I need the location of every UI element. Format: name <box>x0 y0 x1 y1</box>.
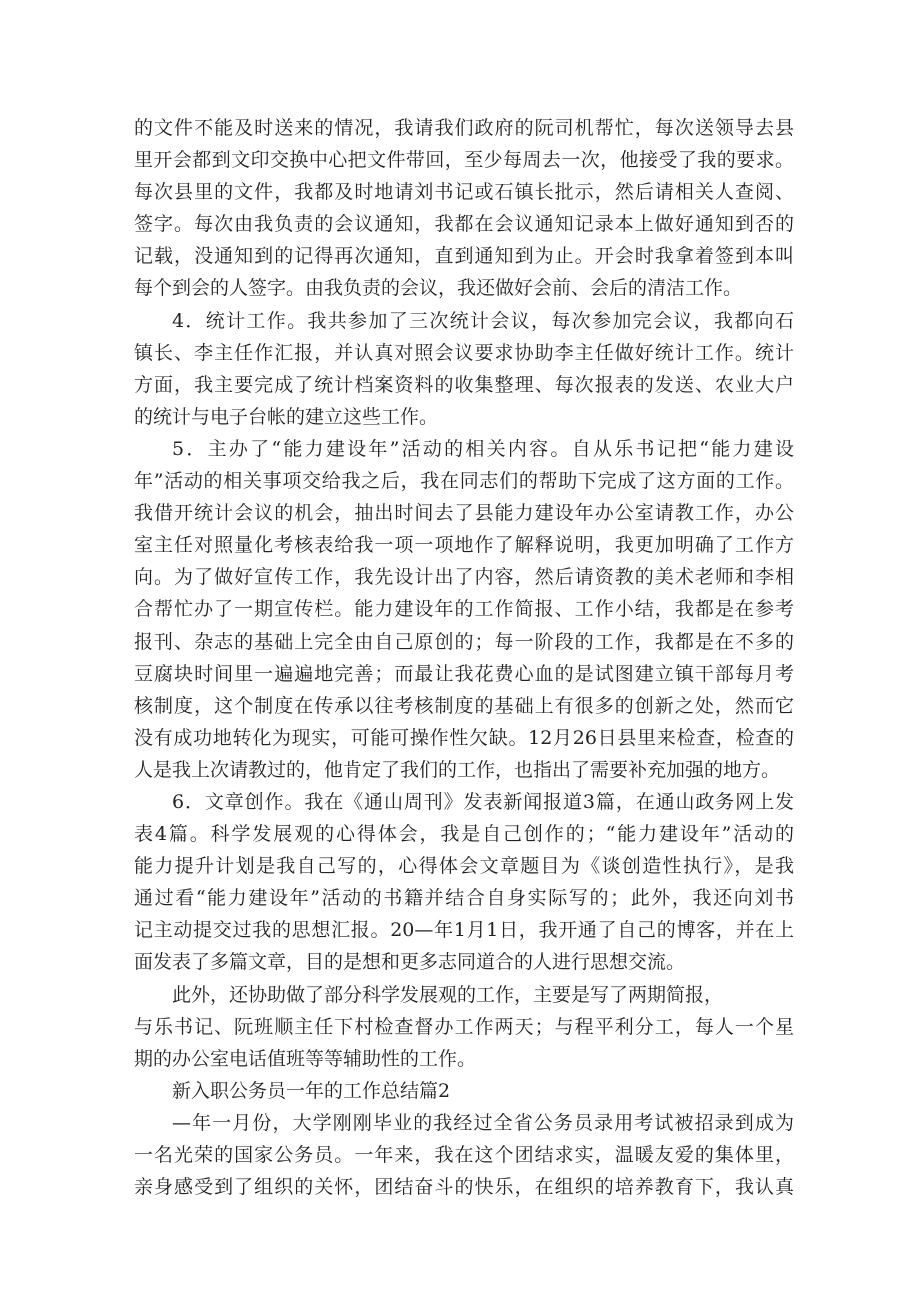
text-line: 人是我上次请教过的，他肯定了我们的工作，也指出了需要补充加强的地方。 <box>134 758 781 781</box>
text-line: 期的办公室电话值班等等辅助性的工作。 <box>134 1047 477 1070</box>
text-line: 室主任对照量化考核表给我一项一项地作了解释说明，我更加明确了工作方 <box>134 534 794 557</box>
document-body <box>134 112 794 1203</box>
text-line: 的统计与电子台帐的建立这些工作。 <box>134 405 439 428</box>
text-line: 向。为了做好宣传工作，我先设计出了内容，然后请资教的美术老师和李相 <box>134 566 794 589</box>
section-heading: 新入职公务员一年的工作总结篇2 <box>172 1079 451 1102</box>
text-line: 记载，没通知到的记得再次通知，直到通知到为止。开会时我拿着签到本叫 <box>134 245 794 268</box>
text-line: 年”活动的相关事项交给我之后，我在同志们的帮助下完成了这方面的工作。 <box>134 470 794 493</box>
text-line: 豆腐块时间里一遍遍地完善；而最让我花费心血的是试图建立镇干部每月考 <box>134 662 794 685</box>
text-line: 通过看“能力建设年”活动的书籍并结合自身实际写的；此外，我还向刘书 <box>134 887 794 910</box>
text-line: 记主动提交过我的思想汇报。20—年1月1日，我开通了自己的博客，并在上 <box>134 919 794 942</box>
text-line: 方面，我主要完成了统计档案资料的收集整理、每次报表的发送、农业大户 <box>134 373 794 396</box>
text-line: 此外，还协助做了部分科学发展观的工作，主要是写了两期简报， <box>172 983 724 1006</box>
text-line: 核制度，这个制度在传承以往考核制度的基础上有很多的创新之处，然而它 <box>134 694 794 717</box>
text-line: 合帮忙办了一期宣传栏。能力建设年的工作简报、工作小结，我都是在参考 <box>134 598 794 621</box>
text-line: 我借开统计会议的机会，抽出时间去了县能力建设年办公室请教工作，办公 <box>134 502 794 525</box>
text-line: 4．统计工作。我共参加了三次统计会议，每次参加完会议，我都向石 <box>172 309 794 332</box>
text-line: 表4篇。科学发展观的心得体会，我是自己创作的；“能力建设年”活动的 <box>134 823 794 846</box>
text-line: 报刊、杂志的基础上完全由自己原创的；每一阶段的工作，我都是在不多的 <box>134 630 794 653</box>
text-line: 一名光荣的国家公务员。一年来，我在这个团结求实，温暖友爱的集体里， <box>134 1144 794 1166</box>
text-line: 5．主办了“能力建设年”活动的相关内容。自从乐书记把“能力建设 <box>172 437 794 460</box>
text-line: 镇长、李主任作汇报，并认真对照会议要求协助李主任做好统计工作。统计 <box>134 341 794 364</box>
text-line: 面发表了多篇文章，目的是想和更多志同道合的人进行思想交流。 <box>134 951 686 974</box>
text-line: 每个到会的人签字。由我负责的会议，我还做好会前、会后的清洁工作。 <box>134 277 743 300</box>
text-line: —年一月份，大学刚刚毕业的我经过全省公务员录用考试被招录到成为 <box>172 1111 794 1134</box>
text-line: 能力提升计划是我自己写的，心得体会文章题目为《谈创造性执行》，是我 <box>134 855 794 878</box>
text-line: 亲身感受到了组织的关怀，团结奋斗的快乐，在组织的培养教育下，我认真 <box>134 1176 794 1199</box>
text-line: 与乐书记、阮班顺主任下村检查督办工作两天；与程平利分工，每人一个星 <box>134 1015 794 1038</box>
text-line: 每次县里的文件，我都及时地请刘书记或石镇长批示，然后请相关人查阅、 <box>134 181 794 204</box>
text-line: 签字。每次由我负责的会议通知，我都在会议通知记录本上做好通知到否的 <box>134 213 794 236</box>
text-line: 6．文章创作。我在《通山周刊》发表新闻报道3篇，在通山政务网上发 <box>172 790 794 813</box>
text-line: 里开会都到文印交换中心把文件带回，至少每周去一次，他接受了我的要求。 <box>134 149 794 172</box>
text-line: 没有成功地转化为现实，可能可操作性欠缺。12月26日县里来检查，检查的 <box>134 726 794 749</box>
text-line: 的文件不能及时送来的情况，我请我们政府的阮司机帮忙，每次送领导去县 <box>134 117 794 139</box>
